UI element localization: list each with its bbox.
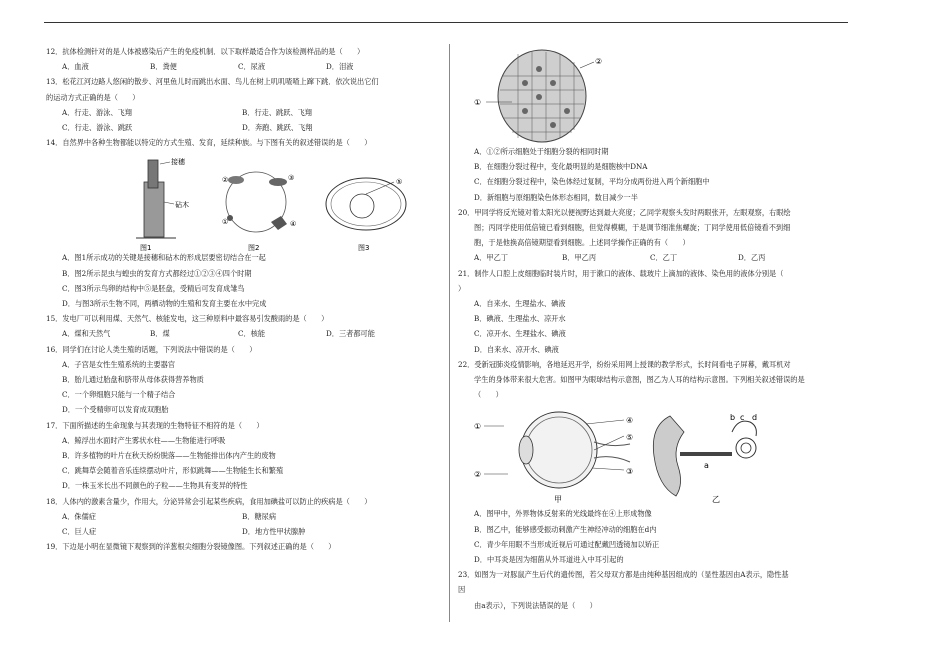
- option-a: A．煤和天然气: [62, 329, 111, 339]
- bird-egg-illustration: [326, 178, 406, 252]
- question-20-stem-2: 图；丙同学使用低倍镜已看到细胞，但觉得模糊，于是调节细准焦螺旋；丁同学使用低倍镜看不到细: [474, 223, 791, 233]
- option-c: C．尿液: [238, 62, 266, 72]
- question-22-option-a: A．图甲中，外界物体反射来的光线最终在④上形成物像: [474, 509, 652, 519]
- question-20-options: [458, 250, 850, 265]
- option-b: B．行走、跳跃、飞翔: [242, 107, 312, 117]
- question-16-stem: 16．同学们在讨论人类生殖的话题，下列说法中错误的是（ ）: [46, 344, 257, 354]
- question-16-option-c: C．一个卵细胞只能与一个精子结合: [62, 390, 176, 400]
- figure-jia-label: 甲: [554, 495, 562, 505]
- stage-4-label: ④: [290, 220, 297, 229]
- question-14-stem: 14．自然界中各种生物都能以特定的方式生殖、发育，延续种族。与下图有关的叙述错误的是（ ）: [46, 138, 372, 148]
- question-17-option-c: C．跳舞草会随着音乐连续摆动叶片，形似跳舞——生物能生长和繁殖: [62, 466, 284, 476]
- question-17-option-d: D．一株玉米长出不同颜色的子粒——生物具有变异的特性: [62, 481, 248, 491]
- fig1-label: 图1: [140, 244, 152, 253]
- question-21-option-b: B．碘液、生理盐水、凉开水: [474, 314, 566, 324]
- question-13-options-cd: [46, 120, 442, 135]
- left-column: [46, 44, 442, 554]
- question-19-option-d: D．新细胞与原细胞染色体形态相同，数目减少一半: [474, 192, 638, 202]
- question-22-option-b: B．图乙中，能够感受振动刺激产生神经冲动的细胞在d内: [474, 524, 657, 534]
- ear-part-c-label: c: [740, 413, 745, 423]
- cell-2-label: ②: [595, 57, 603, 66]
- blastodisc-label: ⑤: [396, 178, 403, 187]
- stage-1-label: ①: [222, 218, 229, 227]
- question-23-stem-2: 因: [458, 585, 466, 595]
- question-14-option-a: A．图1所示成功的关键是接穗和砧木的形成层要密切结合在一起: [62, 253, 266, 263]
- question-19-stem: 19．下边是小明在显微镜下观察到的洋葱根尖细胞分裂镜像图。下列叙述正确的是（ ）: [46, 542, 336, 552]
- option-b: B．糖尿病: [242, 511, 277, 521]
- question-22-option-c: C．青少年用眼不当形成近视后可通过配戴凹透镜加以矫正: [474, 539, 660, 549]
- ear-part-a-label: a: [704, 461, 709, 471]
- stage-3-label: ③: [288, 174, 295, 183]
- cell-1-label: ①: [474, 98, 482, 107]
- option-d: D．奔跑、跳跃、飞翔: [242, 123, 313, 133]
- option-d: D．泪液: [326, 62, 354, 72]
- question-19-figure: [458, 44, 850, 144]
- question-23-stem-1: 23．如图为一对豚鼠产生后代的遗传图，若父母双方都是由纯种基因组成的（显性基因由A表示，隐性基: [458, 570, 789, 580]
- question-14-option-c: C．图3所示鸟卵的结构中⑤是胚盘，受精后可发育成雏鸟: [62, 283, 245, 293]
- question-23-stem-3: 由a表示），下列说法错误的是（ ）: [474, 600, 597, 610]
- question-22-stem-2: 学生的身体带来很大危害。如图甲为眼球结构示意图，图乙为人耳的结构示意图。下列相关叙述错误的是: [474, 375, 805, 385]
- question-14-option-d: D．与图3所示生物不同，两栖动物的生殖和发育主要在水中完成: [62, 299, 267, 309]
- eye-ear-figure: [474, 402, 804, 506]
- scion-label: 接穗: [171, 158, 185, 167]
- question-12-stem: 12．抗体检测针对的是人体被感染后产生的免疫机制．以下取样最适合作为该检测样品的是（ ）: [46, 47, 365, 56]
- question-21-option-a: A．自来水、生理盐水、碘液: [474, 299, 566, 309]
- question-16-option-a: A．子宫是女性生殖系统的主要器官: [62, 359, 176, 369]
- question-20-stem-3: 胞，于是他换高倍镜期望看到细胞。上述同学操作正确的有（ ）: [474, 238, 690, 248]
- option-b: B．煤: [150, 329, 170, 339]
- question-19-option-b: B．在细胞分裂过程中，变化最明显的是细胞核中DNA: [474, 162, 648, 172]
- right-column: [458, 44, 850, 613]
- option-b: B．粪便: [150, 62, 177, 72]
- question-22-stem-3: （ ）: [474, 390, 503, 400]
- grafting-illustration: [136, 157, 189, 252]
- option-d: D．地方性甲状腺肿: [242, 527, 306, 537]
- question-13-stem-1: 13．松花江河边路人悠闲的散步、河里鱼儿时而跳出水面、鸟儿在树上叽叽喳喳上蹿下跳．依次说出它们: [46, 77, 379, 87]
- column-divider: [449, 44, 450, 622]
- eye-part-2-label: ②: [474, 470, 482, 480]
- question-14-option-b: B．图2所示昆虫与蝗虫的发育方式都经过①②③④四个时期: [62, 268, 252, 278]
- stock-label: 砧木: [175, 201, 189, 210]
- option-c: C．行走、游泳、跳跃: [62, 123, 133, 133]
- eyeball-diagram: [474, 412, 633, 504]
- ear-part-b-label: b: [730, 413, 736, 423]
- question-15-options: [46, 326, 442, 341]
- question-22-figure: [458, 402, 850, 506]
- question-16-option-d: D．一个受精卵可以发育成双胞胎: [62, 405, 169, 415]
- question-21-stem-2: ）: [458, 283, 466, 293]
- question-21-option-d: D．自来水、凉开水、碘液: [474, 344, 559, 354]
- option-d: D．三者都可能: [326, 329, 375, 339]
- question-15-stem: 15．发电厂可以利用煤、天然气、核能发电，这三种原料中最容易引发酸雨的是（ ）: [46, 314, 329, 324]
- question-16-option-b: B．胎儿通过胎盘和脐带从母体获得营养物质: [62, 375, 204, 385]
- fig2-label: 图2: [248, 244, 260, 253]
- eye-part-1-label: ①: [474, 422, 482, 432]
- question-19-option-a: A．①②所示细胞处于细胞分裂的相同时期: [474, 147, 609, 156]
- option-d: D．乙丙: [738, 253, 766, 263]
- question-17-option-b: B．许多植物的叶片在秋天纷纷脱落——生物能排出体内产生的废物: [62, 451, 276, 461]
- insect-cycle-illustration: [222, 172, 296, 252]
- eye-part-4-label: ④: [626, 416, 634, 426]
- stage-2-label: ②: [222, 176, 229, 185]
- question-14-figure: [46, 150, 442, 253]
- question-17-option-a: A．鲸浮出水面时产生雾状水柱——生物能进行呼吸: [62, 435, 226, 445]
- question-13-stem-2: 的运动方式正确的是（ ）: [46, 92, 140, 102]
- question-18-options-cd: [46, 524, 442, 539]
- question-22-stem-1: 22．受新冠肺炎疫情影响，各地延迟开学，纷纷采用网上授课的教学形式，长时间看电子屏幕，戴耳机对: [458, 359, 791, 369]
- option-a: A．甲乙丁: [474, 253, 508, 263]
- option-a: A．侏儒症: [62, 511, 96, 521]
- header-rule: [44, 22, 848, 23]
- question-22-option-d: D．中耳炎是因为细菌从外耳道进入中耳引起的: [474, 555, 624, 565]
- question-12-options: [46, 59, 442, 74]
- ear-diagram: [653, 413, 757, 504]
- eye-part-5-label: ⑤: [626, 433, 634, 443]
- option-c: C．乙丁: [650, 253, 678, 263]
- question-21-option-c: C．凉开水、生理盐水、碘液: [474, 329, 566, 339]
- question-17-stem: 17．下面所描述的生命现象与其表现的生物特征不相符的是（ ）: [46, 420, 264, 430]
- fig3-label: 图3: [358, 244, 370, 253]
- eye-part-3-label: ③: [626, 467, 634, 477]
- option-c: C．核能: [238, 329, 266, 339]
- onion-root-tip-micrograph: [472, 46, 632, 146]
- option-b: B．甲乙丙: [562, 253, 597, 263]
- question-19-option-c: C．在细胞分裂过程中，染色体经过复制，平均分成两份进入两个新细胞中: [474, 177, 710, 187]
- question-13-options-ab: [46, 105, 442, 120]
- option-a: A．行走、游泳、飞翔: [62, 107, 132, 117]
- question-18-stem: 18．人体内的激素含量少，作用大，分泌异常会引起某些疾病，食用加碘盐可以防止的疾病是（ ）: [46, 496, 372, 506]
- ear-part-d-label: d: [752, 413, 758, 423]
- option-c: C．巨人症: [62, 527, 97, 537]
- question-21-stem-1: 21．制作人口腔上皮细胞临时装片时，用于漱口的液体、载玻片上滴加的液体、染色用的液体分别是（: [458, 268, 784, 278]
- question-18-options-ab: [46, 509, 442, 524]
- question-20-stem-1: 20．甲同学将反光镜对着太阳光以便视野达到最大亮度；乙同学观察头发时两眼张开，左眼观察，右眼绘: [458, 207, 791, 217]
- reproduction-figure: [126, 152, 426, 252]
- figure-yi-label: 乙: [712, 495, 720, 505]
- option-a: A．血液: [62, 62, 89, 72]
